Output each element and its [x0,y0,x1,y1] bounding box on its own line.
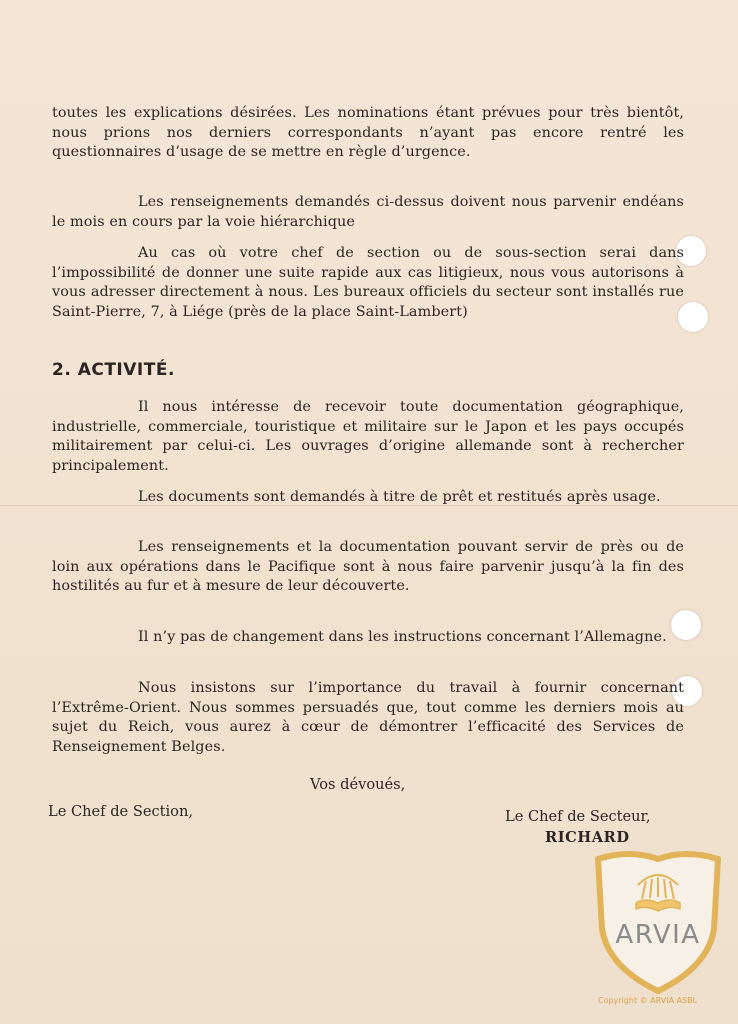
logo-text: ARVIA [615,920,701,950]
open-book-icon [636,875,680,911]
section-heading: 2. ACTIVITÉ. [52,360,175,380]
paragraph: Il nous intéresse de recevoir toute documentation géographique, industrielle, commerciale, touristique et militaire sur le Japon et les pays occupés militairement par celui-ci. Les ouvrages d’origine allemande sont à rechercher principalement. [52,399,684,474]
closing-salutation: Vos dévoués, [310,776,406,793]
paragraph: Nous insistons sur l’importance du travail à fournir concernant l’Extrême-Orient. Nous sommes persuadés que, tout comme les derniers mois au sujet du Reich, vous aurez à cœur de démontrer l’efficacité des Services de Renseignement Belges. [52,680,684,755]
arvia-logo [590,845,726,995]
paragraph: Au cas où votre chef de section ou de sous-section serai dans l’impossibilité de donner une suite rapide aux cas litigieux, nous vous autorisons à vous adresser directement à nous. Les bureaux officiels du secteur sont installés rue Saint-Pierre, 7, à Liége (près de la place Saint-Lambert) [52,245,684,320]
signature-right [505,806,651,848]
signature-right-title: Le Chef de Secteur, [505,808,651,825]
paragraph: Il n’y pas de changement dans les instructions concernant l’Allemagne. [138,629,667,645]
paragraph: Les renseignements demandés ci-dessus doivent nous parvenir endéans le mois en cours par la voie hiérarchique [52,194,684,230]
paragraph: Les documents sont demandés à titre de prêt et restitués après usage. [138,489,661,505]
signature-right-name: RICHARD [545,829,630,846]
paragraph: toutes les explications désirées. Les nominations étant prévues pour très bientôt, nous prions nos derniers correspondants n’ayant pas encore rentré les questionnaires d’usage de se mettre en règle d’urgence. [52,105,684,160]
signature-left: Le Chef de Section, [48,803,193,820]
paragraph: Les renseignements et la documentation pouvant servir de près ou de loin aux opérations dans le Pacifique sont à nous faire parvenir jusqu’à la fin des hostilités au fur et à mesure de leur découverte. [52,539,684,594]
copyright-notice: Copyright © ARVIA ASBL [598,996,698,1005]
